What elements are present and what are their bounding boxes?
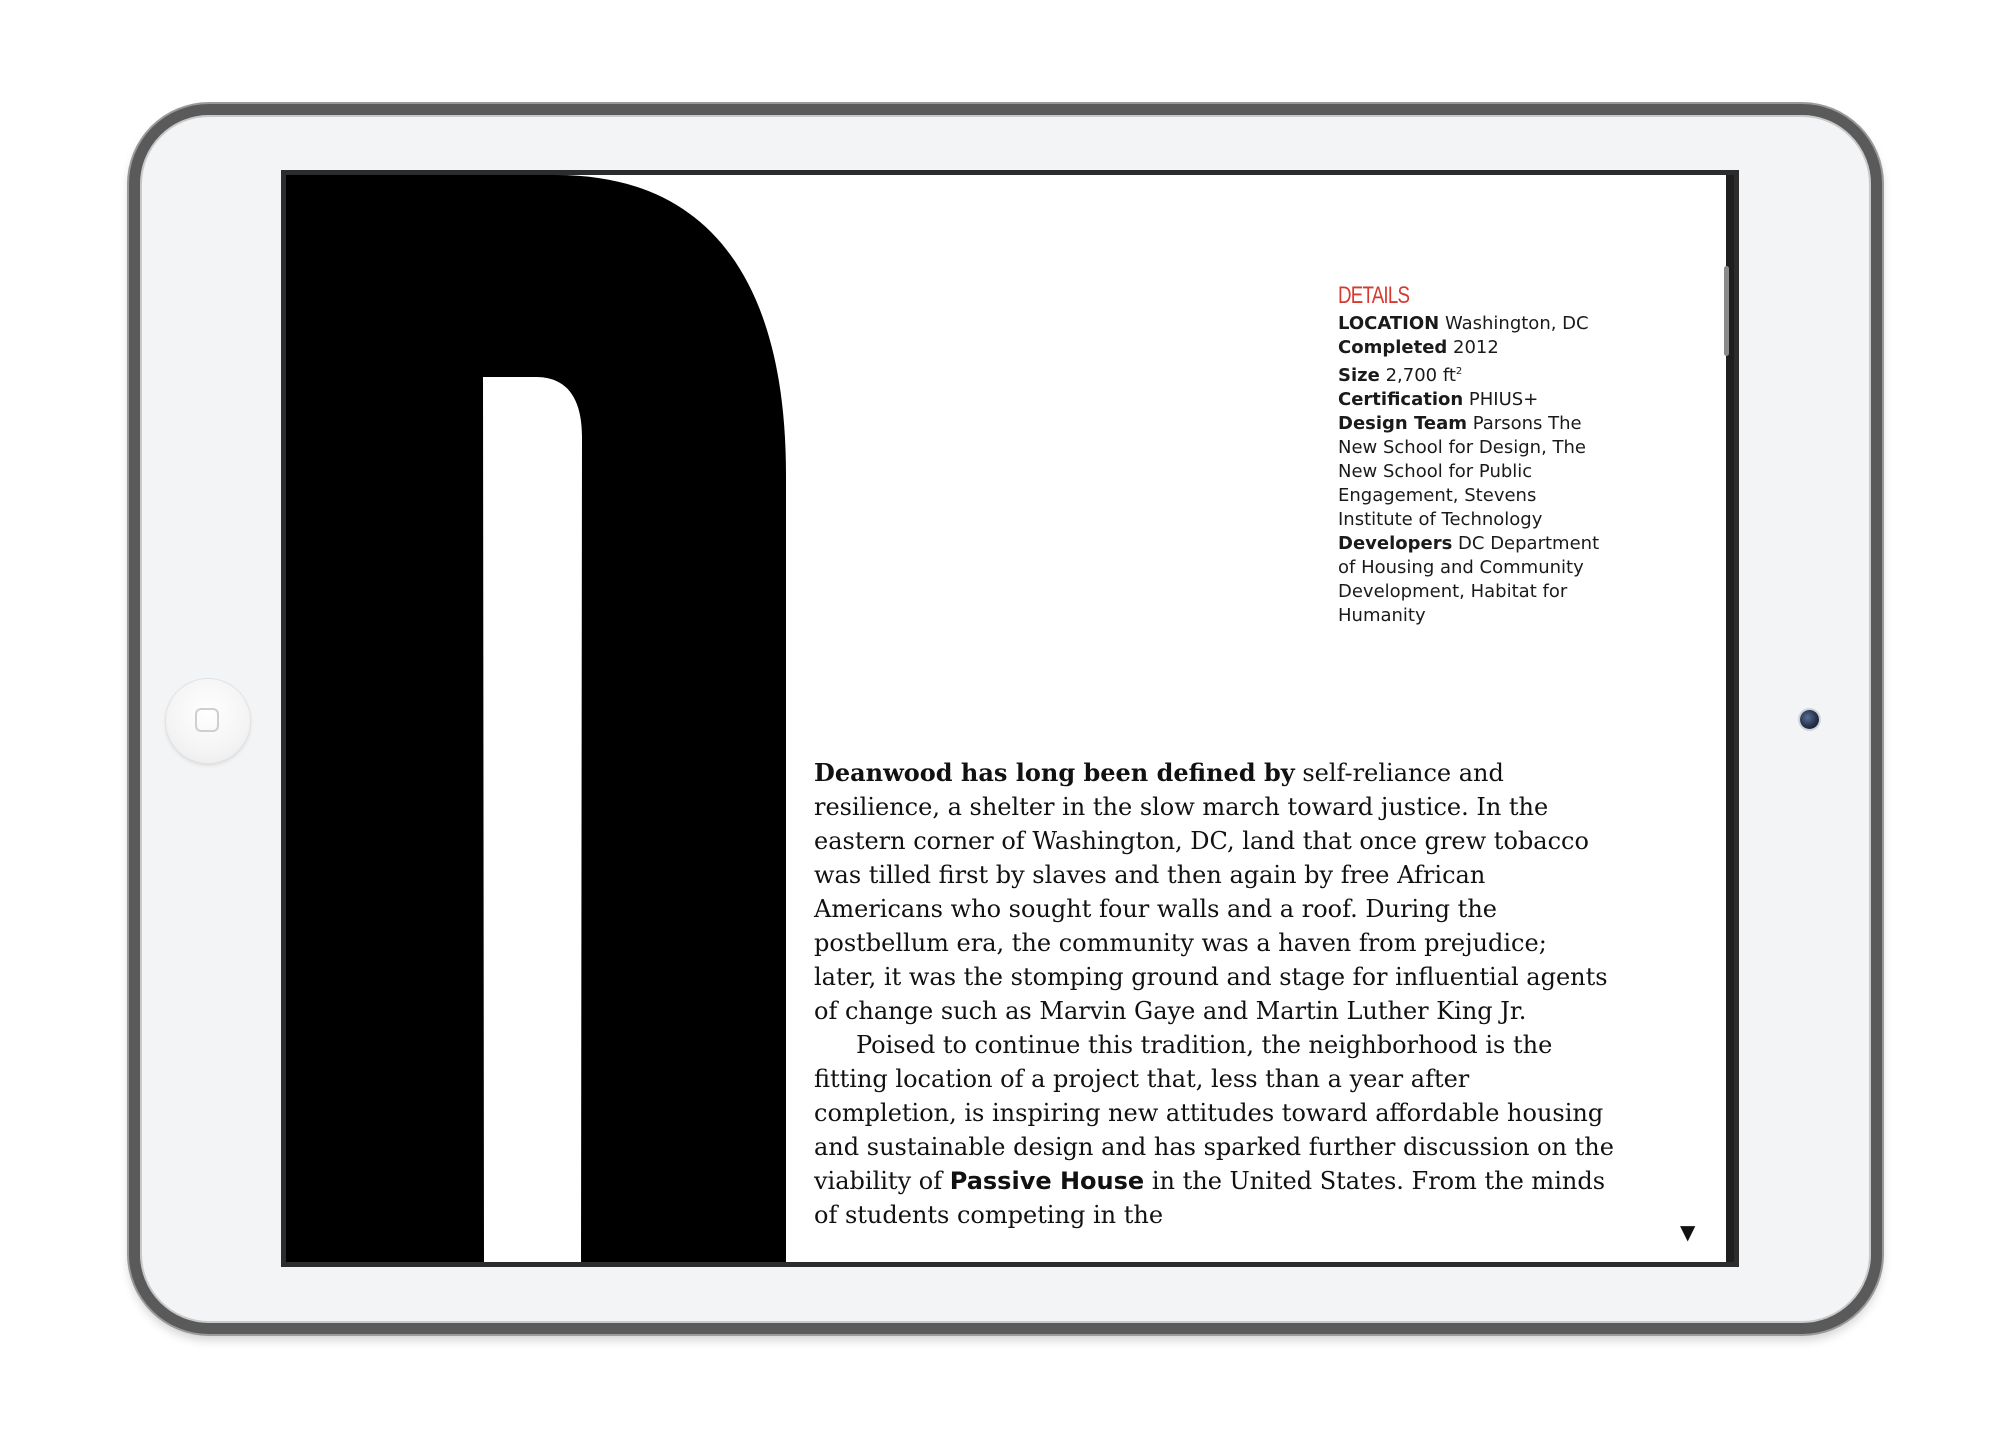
article-paragraph-1 (814, 756, 1614, 1028)
home-square-icon (195, 708, 219, 732)
completed-value: 2012 (1453, 337, 1499, 358)
drop-cap-letter-d (286, 175, 786, 1267)
article-body (814, 756, 1614, 1232)
article-paragraph-1-text: self-reliance and resilience, a shelter in the slow march toward justice. In the eastern corner of Washington, DC, land that once grew tobacco was tilled first by slaves and then again by free African Americans who sought four walls and a roof. During the postbellum era, the community was a haven from prejudice; later, it was the stomping ground and stage for influential agents of change such as Marvin Gaye and Martin Luther King Jr. (814, 759, 1608, 1025)
camera-icon (1800, 710, 1819, 729)
location-label: LOCATION (1338, 313, 1440, 334)
article-paragraph-2-text: Poised to continue this tradition, the neighborhood is the fitting location of a project that, less than a year after completion, is inspiring new attitudes toward affordable housing and sustainable design and has sparked further discussion on the viability of (814, 1031, 1614, 1195)
details-developers (1338, 532, 1608, 628)
completed-label: Completed (1338, 337, 1448, 358)
location-value: Washington, DC (1444, 313, 1589, 334)
developers-value: DC Department of Housing and Community Development, Habitat for Humanity (1338, 533, 1600, 626)
passive-house-term: Passive House (949, 1167, 1145, 1195)
article-paragraph-2-continuation: in the United States. From the minds of students competing in the (814, 1167, 1606, 1229)
details-certification (1338, 388, 1608, 412)
certification-value: PHIUS+ (1468, 389, 1539, 410)
certification-label: Certification (1338, 389, 1464, 410)
developers-label: Developers (1338, 533, 1453, 554)
size-value: 2,700 ft (1385, 365, 1456, 386)
article-lead-in: Deanwood has long been defined by (814, 758, 1295, 787)
details-sidebar (1338, 282, 1608, 628)
details-design-team (1338, 412, 1608, 532)
article-paragraph-2 (814, 1028, 1614, 1232)
home-button[interactable] (166, 679, 250, 763)
design-team-label: Design Team (1338, 413, 1467, 434)
scrollbar[interactable] (1724, 266, 1729, 356)
details-completed (1338, 336, 1608, 360)
size-label: Size (1338, 365, 1380, 386)
details-size (1338, 360, 1608, 388)
size-unit-superscript: 2 (1455, 366, 1463, 377)
details-heading: DETAILS (1338, 282, 1410, 309)
triangle-down-icon[interactable]: ▼ (1680, 1220, 1696, 1244)
design-team-value: Parsons The New School for Design, The New School for Public Engagement, Stevens Institute of Technology (1338, 413, 1587, 530)
details-location (1338, 312, 1608, 336)
